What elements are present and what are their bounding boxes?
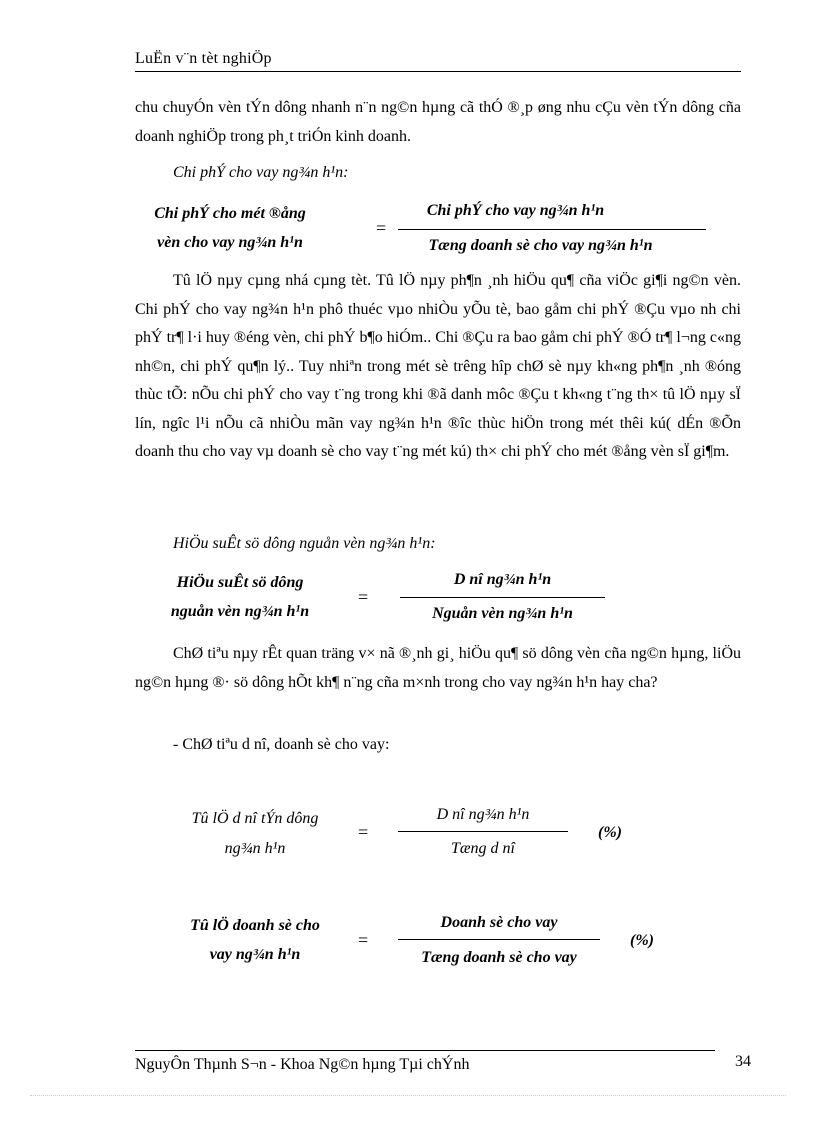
- formula3-numerator: D nî ng¾n h¹n: [436, 806, 530, 823]
- heading-hieu-suat: HiÖu suÊt sö dông nguån vèn ng¾n h¹n:: [173, 535, 436, 552]
- formula1-numerator: Chi phÝ cho vay ng¾n h¹n: [426, 202, 605, 219]
- paragraph-4: - ChØ tiªu d nî, doanh sè cho vay:: [173, 736, 390, 753]
- formula4-denominator: Tæng doanh sè cho vay: [421, 949, 577, 966]
- paragraph-2: [135, 267, 741, 467]
- formula4-lhs-line1: Tû lÖ doanh sè cho: [190, 917, 320, 934]
- paragraph-2-text: Tû lÖ nµy cµng nhá cµng tèt. Tû lÖ nµy ph¶n ¸nh hiÖu qu¶ cña viÖc gi¶i ng©n vèn. Chi phÝ cho vay ng¾n h¹n phô thuéc vµo nhiÒu yÕu tè, bao gåm chi phÝ ®Çu vµo nh chi phÝ tr¶ l·i huy ®éng vèn, chi phÝ b¶o hiÓm.. Chi ®Çu ra bao gåm chi phÝ ®Ó tr¶ l¬ng c«ng nh©n, chi phÝ qu¶n lý.. Tuy nhiªn trong mét sè trêng hîp chØ sè nµy kh«ng ph¶n ¸nh ®óng thùc tÕ: nÕu chi phÝ cho vay t¨ng trong khi ®ã danh môc ®Çu t kh«ng t¨ng th× tû lÖ nµy sÏ lín, ngîc l¹i nÕu cã nhiÒu mãn vay ng¾n h¹n ®îc thùc hiÖn trong mét thêi kú( dÉn ®Õn doanh thu cho vay vµ doanh sè cho vay t¨ng mét kú) th× chi phÝ cho mét ®ång vèn sÏ gi¶m.: [135, 272, 741, 460]
- formula3-lhs-line2: ng¾n h¹n: [224, 840, 286, 857]
- footer-rule: [135, 1050, 715, 1051]
- formula3-lhs-line1: Tû lÖ d nî tÝn dông: [191, 810, 319, 827]
- page-bottom-divider: [30, 1095, 786, 1096]
- formula2-numerator: D nî ng¾n h¹n: [453, 571, 552, 588]
- formula3-unit: (%): [598, 824, 622, 841]
- formula2-lhs-line1: HiÖu suÊt sö dông: [176, 574, 304, 591]
- heading-chi-phi: Chi phÝ cho vay ng¾n h¹n:: [173, 164, 349, 181]
- formula3-denominator: Tæng d nî: [450, 840, 515, 857]
- formula2-lhs-line2: nguån vèn ng¾n h¹n: [170, 603, 310, 620]
- formula4-unit: (%): [630, 932, 654, 949]
- header-rule: [135, 71, 741, 72]
- formula1-equals: =: [376, 218, 387, 238]
- paragraph-3-text: ChØ tiªu nµy rÊt quan träng v× nã ®¸nh gi¸ hiÖu qu¶ sö dông vèn cña ng©n hµng, liÖu ng©n hµng ®· sö dông hÕt kh¶ n¨ng cña m×nh trong cho vay ng¾n h¹n hay cha?: [135, 645, 741, 691]
- page-number: 34: [735, 1053, 751, 1070]
- formula1-denominator: Tæng doanh sè cho vay ng¾n h¹n: [428, 237, 653, 254]
- formula3-fraction-line: [398, 831, 568, 832]
- running-header: LuËn v¨n tèt nghiÖp: [135, 50, 272, 67]
- footer-author: NguyÔn Thµnh S¬n - Khoa Ng©n hµng Tµi chÝnh: [135, 1056, 470, 1073]
- formula2-denominator: Nguån vèn ng¾n h¹n: [432, 605, 573, 622]
- formula4-numerator: Doanh sè cho vay: [440, 914, 558, 931]
- formula2-equals: =: [358, 587, 369, 607]
- formula3-equals: =: [358, 822, 369, 842]
- formula1-lhs-line2: vèn cho vay ng¾n h¹n: [157, 234, 303, 251]
- paragraph-3: [135, 640, 741, 697]
- formula2-fraction-line: [400, 597, 605, 598]
- formula1-fraction-line: [398, 229, 706, 230]
- formula1-lhs-line1: Chi phÝ cho mét ®ång: [154, 205, 306, 222]
- formula4-equals: =: [358, 930, 369, 950]
- formula4-fraction-line: [398, 939, 600, 940]
- paragraph-1: chu chuyÓn vèn tÝn dông nhanh n¨n ng©n hµng cã thÓ ®¸p øng nhu cÇu vèn tÝn dông cña doanh nghiÖp trong ph¸t triÓn kinh doanh.: [135, 99, 741, 145]
- formula4-lhs-line2: vay ng¾n h¹n: [209, 946, 301, 963]
